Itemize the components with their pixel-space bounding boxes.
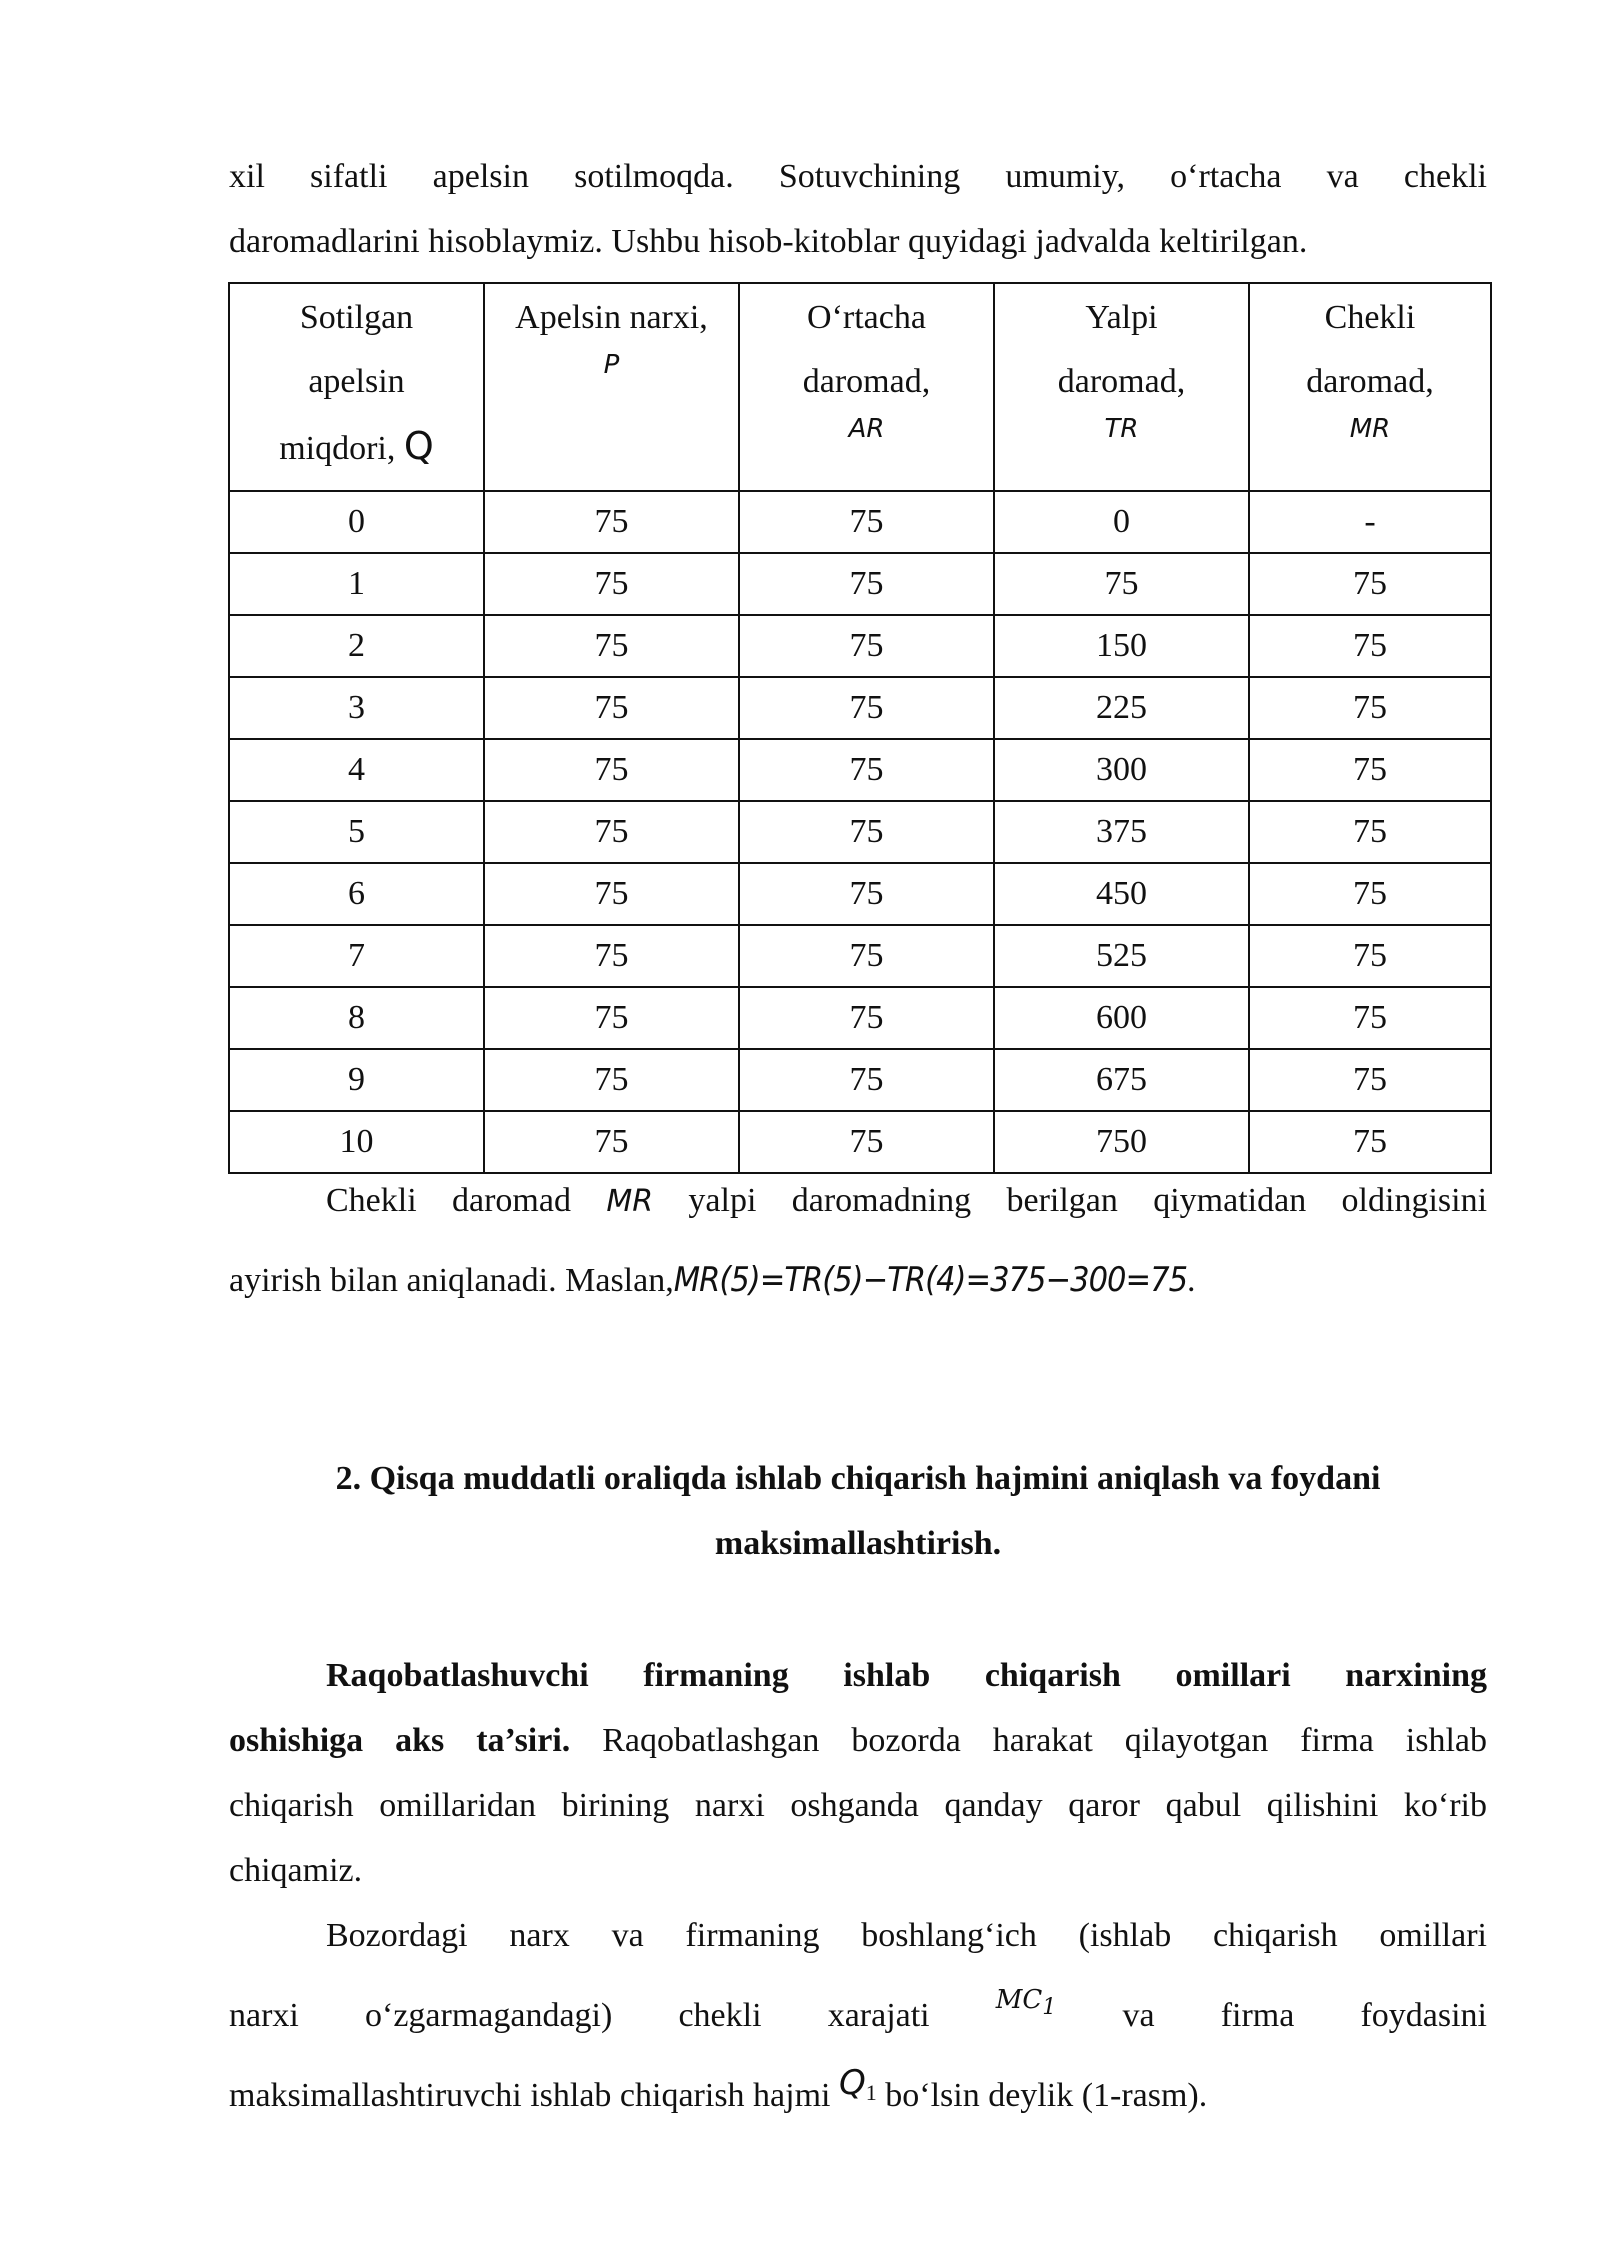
- header-average-revenue: [739, 283, 994, 491]
- table-cell: 75: [484, 615, 739, 677]
- table-cell: 75: [739, 863, 994, 925]
- header-price: [484, 283, 739, 491]
- table-cell: 1: [229, 553, 484, 615]
- table-cell: 8: [229, 987, 484, 1049]
- table-header-row: [229, 283, 1491, 491]
- q-symbol-text: Q: [839, 2063, 866, 2103]
- table-cell: 3: [229, 677, 484, 739]
- table-cell: 75: [484, 925, 739, 987]
- table-cell: 75: [484, 553, 739, 615]
- header-ar-line-1: O‘rtacha: [807, 299, 926, 336]
- table-cell: 750: [994, 1111, 1249, 1173]
- para1-bold-line-1: Raqobatlashuvchi firmaning ishlab chiqarish omillari narxining: [326, 1657, 1487, 1694]
- table-row: [229, 1111, 1491, 1173]
- table-row: [229, 1049, 1491, 1111]
- header-quantity-line-1: Sotilgan: [299, 299, 414, 336]
- table-cell: 75: [1249, 925, 1491, 987]
- table-cell: 75: [739, 491, 994, 553]
- table-cell: 75: [994, 553, 1249, 615]
- para2-line-1: Bozordagi narx va firmaning boshlang‘ich (ishlab chiqarish omillari: [326, 1917, 1487, 1954]
- mr-formula: MR(5)=TR(5)−TR(4)=375−300=75: [673, 1260, 1188, 1300]
- header-marginal-revenue: [1249, 283, 1491, 491]
- header-quantity-text: miqdori,: [279, 430, 396, 467]
- table-cell: 75: [484, 1049, 739, 1111]
- para2-text-2a: narxi o‘zgarmagandagi) chekli xarajati: [229, 1997, 930, 2034]
- header-mr-symbol: MR: [1349, 414, 1391, 444]
- header-quantity: [229, 283, 484, 491]
- table-cell: 75: [1249, 863, 1491, 925]
- para2-text-2b: va firma foydasini: [1122, 1997, 1488, 2034]
- table-cell: 75: [739, 677, 994, 739]
- table-cell: 10: [229, 1111, 484, 1173]
- para2-line-3: [229, 2063, 1487, 2137]
- table-cell: 675: [994, 1049, 1249, 1111]
- table-cell: 300: [994, 739, 1249, 801]
- header-tr-line-2: daromad,: [1057, 363, 1186, 400]
- table-cell: 7: [229, 925, 484, 987]
- mr-symbol: MR: [606, 1184, 654, 1219]
- section-heading-line-2: maksimallashtirish.: [714, 1525, 1002, 1562]
- table-cell: 150: [994, 615, 1249, 677]
- table-row: [229, 677, 1491, 739]
- mc-subscript: 1: [1042, 1995, 1057, 2020]
- table-cell: 75: [484, 801, 739, 863]
- table-body: [229, 491, 1491, 1173]
- table-cell: 450: [994, 863, 1249, 925]
- table-cell: 75: [484, 1111, 739, 1173]
- header-ar-symbol: AR: [848, 414, 885, 444]
- table-cell: 75: [1249, 553, 1491, 615]
- table-cell: 225: [994, 677, 1249, 739]
- para1-rest-line-2: Raqobatlashgan bozorda harakat qilayotgan firma ishlab: [570, 1722, 1487, 1759]
- after-table-text-2: yalpi daromadning berilgan qiymatidan oldingisini: [688, 1182, 1488, 1219]
- table-cell: 75: [739, 1111, 994, 1173]
- para2-text-3b: bo‘lsin deylik (1-rasm).: [885, 2077, 1208, 2114]
- table-cell: 75: [739, 925, 994, 987]
- header-price-line-1: Apelsin narxi,: [515, 299, 708, 336]
- header-quantity-line-2: apelsin: [308, 363, 405, 400]
- table-cell: 75: [1249, 739, 1491, 801]
- table-cell: 75: [1249, 1111, 1491, 1173]
- section-heading-line-1: 2. Qisqa muddatli oraliqda ishlab chiqarish hajmini aniqlash va foydani: [335, 1460, 1381, 1497]
- after-table-line-2: [229, 1248, 1487, 1313]
- header-quantity-symbol: Q: [403, 424, 434, 468]
- table-cell: 6: [229, 863, 484, 925]
- header-tr-symbol: TR: [1104, 414, 1139, 444]
- table-cell: 525: [994, 925, 1249, 987]
- para2-line-2: [229, 1983, 1487, 2058]
- table-row: [229, 863, 1491, 925]
- table-cell: 75: [1249, 1049, 1491, 1111]
- table-row: [229, 987, 1491, 1049]
- table-cell: 0: [994, 491, 1249, 553]
- after-table-text-1: Chekli daromad: [326, 1182, 571, 1219]
- para1-bold-line-2: oshishiga aks ta’siri.: [229, 1722, 571, 1759]
- table-cell: 75: [484, 863, 739, 925]
- table-cell: 75: [739, 987, 994, 1049]
- intro-line-1: xil sifatli apelsin sotilmoqda. Sotuvchining umumiy, o‘rtacha va chekli: [229, 158, 1487, 195]
- q-subscript: 1: [865, 2080, 877, 2105]
- table-row: [229, 491, 1491, 553]
- table-cell: 75: [1249, 677, 1491, 739]
- header-mr-line-1: Chekli: [1324, 299, 1416, 336]
- table-cell: 2: [229, 615, 484, 677]
- table-cell: 75: [484, 491, 739, 553]
- table-cell: 375: [994, 801, 1249, 863]
- table-cell: 4: [229, 739, 484, 801]
- table-cell: 9: [229, 1049, 484, 1111]
- header-ar-line-2: daromad,: [802, 363, 931, 400]
- header-total-revenue: [994, 283, 1249, 491]
- after-table-text-3: ayirish bilan aniqlanadi. Maslan,: [229, 1262, 674, 1299]
- table-cell: 75: [739, 553, 994, 615]
- para1-line-2: [229, 1708, 1487, 1773]
- mc-symbol-text: MC: [995, 1985, 1043, 2015]
- table-cell: 0: [229, 491, 484, 553]
- header-quantity-line-3: [230, 414, 483, 481]
- table-cell: 75: [484, 987, 739, 1049]
- table-row: [229, 925, 1491, 987]
- header-mr-line-2: daromad,: [1306, 363, 1434, 400]
- header-tr-line-1: Yalpi: [1085, 299, 1158, 336]
- table-cell: 75: [1249, 987, 1491, 1049]
- table-cell: 75: [484, 677, 739, 739]
- table-cell: 75: [739, 615, 994, 677]
- q1-symbol: [839, 2063, 877, 2105]
- table-cell: 75: [1249, 615, 1491, 677]
- table-row: [229, 801, 1491, 863]
- intro-line-2: daromadlarini hisoblaymiz. Ushbu hisob-kitoblar quyidagi jadvalda keltirilgan.: [229, 223, 1308, 260]
- table-row: [229, 553, 1491, 615]
- table-cell: 75: [739, 1049, 994, 1111]
- para2-text-3a: maksimallashtiruvchi ishlab chiqarish hajmi: [229, 2077, 831, 2114]
- para1-line-3: chiqarish omillaridan birining narxi oshganda qanday qaror qabul qilishini ko‘rib: [229, 1787, 1487, 1824]
- table-cell: -: [1249, 491, 1491, 553]
- after-table-line-1: [229, 1168, 1487, 1234]
- table-cell: 75: [739, 739, 994, 801]
- table-cell: 75: [484, 739, 739, 801]
- header-price-symbol: P: [603, 350, 620, 380]
- table-cell: 5: [229, 801, 484, 863]
- formula-period: .: [1187, 1262, 1196, 1299]
- revenue-table: [228, 282, 1492, 1174]
- table-cell: 600: [994, 987, 1249, 1049]
- table-cell: 75: [739, 801, 994, 863]
- table-row: [229, 739, 1491, 801]
- para1-line-4: chiqamiz.: [229, 1852, 363, 1889]
- table-row: [229, 615, 1491, 677]
- mc1-symbol: [995, 1985, 1057, 2020]
- table-cell: 75: [1249, 801, 1491, 863]
